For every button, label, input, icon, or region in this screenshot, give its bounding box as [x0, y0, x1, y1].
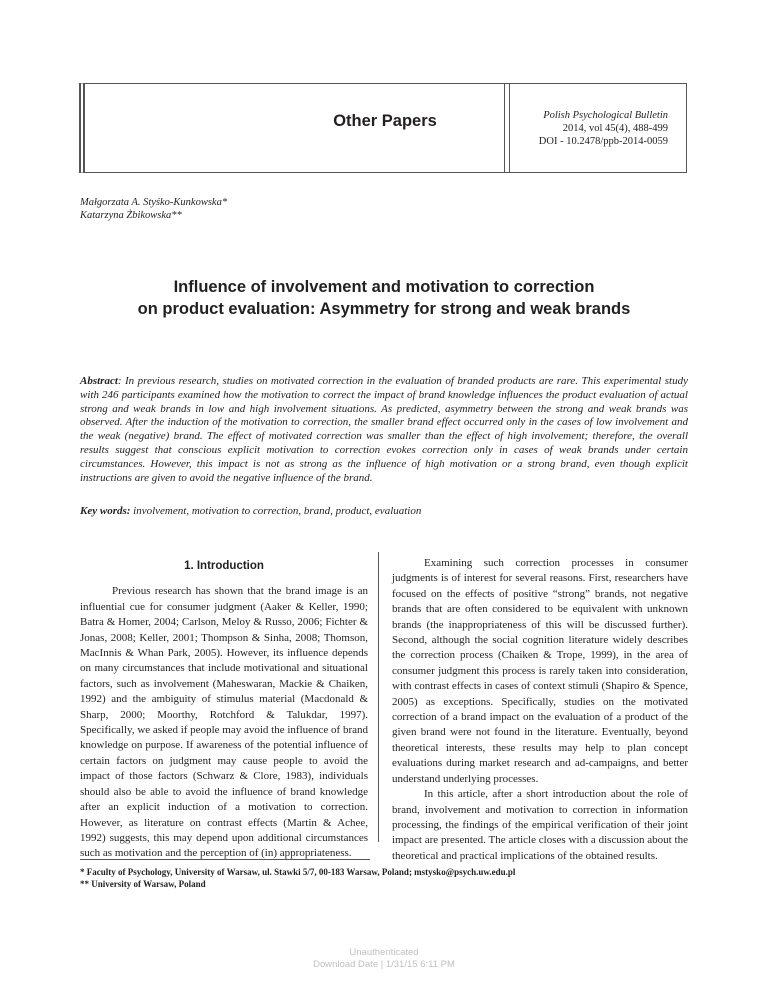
journal-volume: 2014, vol 45(4), 488-499	[562, 123, 668, 134]
author-2: Katarzyna Żbikowska**	[80, 210, 182, 221]
intro-paragraph-right-1: Examining such correction processes in consumer judgments is of interest for several reasons. First, researchers have focused on the effects of positive “strong” brands, not negative brands that are often considered to be equivalent with unknown brands (the inappropriateness of this will be discussed further). Second, although the social cognition literature widely describes the correction process (Chaiken & Trope, 1999), in the area of consumer judgment this process is rarely taken into consideration, with contrast effects in cases of context stimuli (Shapiro & Spence, 2005) as exceptions. Specifically, studies on the motivated correction of a brand impact on the evaluation of a product of the given brand were not found in the literature. Eventually, beyond theoretical interests, these results may help to plan concept evaluations during market research and ad-campaigns, and better understand underlying processes.	[392, 557, 688, 785]
journal-doi: DOI - 10.2478/ppb-2014-0059	[538, 136, 668, 147]
keywords-label: Key words:	[80, 505, 131, 517]
title-line-1: Influence of involvement and motivation to correction	[173, 278, 595, 296]
intro-paragraph-left: Previous research has shown that the brand image is an influential cue for consumer judgment (Aaker & Keller, 1990; Batra & Homer, 2004; Carlson, Meloy & Russo, 2006; Fichter & Jonas, 2008; Keller, 2001; Thompson & Sinha, 2008; Thomson, MacInnis & Whan Park, 2005). However, its influence depends on many circumstances that include motivational and situational factors, such as involvement (Maheswaran, Mackie & Chaiken, 1992) and the ambiguity of stimulus material (Macdonald & Sharp, 2000; Moorthy, Rotchford & Talukdar, 1997). Specifically, we asked if people may avoid the influence of brand knowledge on purpose. If awareness of the potential influence of certain factors on judgment may cause people to avoid the impact of those factors (Schwarz & Clore, 1983), individuals should also be able to avoid the influence of brand knowledge after an explicit induction of a motivation to correction. However, as literature on contrast effects (Martin & Achee, 1992) suggests, this may depend upon additional circumstances such as motivation and the perception of (in) appropriateness.	[80, 585, 368, 860]
journal-info	[539, 109, 668, 148]
abstract-text: : In previous research, studies on motivated correction in the evaluation of branded products are rare. This experimental study with 246 participants examined how the motivation to correct the impact of brand knowledge influences the product evaluation of actual strong and weak brands in low and high involvement situations. As predicted, asymmetry between the strong and weak brands was observed. After the induction of the motivation to correction, the smaller brand effect occurred only in the cases of low involvement and the weak (negative) brand. The effect of motivated correction was smaller than the effect of high involvement; therefore, the overall results suggest that conscious explicit motivation to correction evokes correction only in cases of weak brands under certain circumstances. However, this impact is not as strong as the influence of high motivation or a strong brand, even though explicit instructions are given to avoid the negative influence of the brand.	[80, 375, 688, 484]
watermark-line-2: Download Date | 1/31/15 6:11 PM	[313, 959, 455, 970]
abstract	[80, 375, 688, 485]
keywords-text: involvement, motivation to correction, brand, product, evaluation	[130, 505, 422, 517]
right-column	[392, 556, 688, 864]
journal-header-box	[79, 83, 687, 173]
title-line-2: on product evaluation: Asymmetry for strong and weak brands	[137, 300, 631, 318]
paper-title	[60, 276, 708, 320]
authors	[80, 196, 227, 222]
abstract-label: Abstract	[80, 375, 118, 387]
footnotes	[80, 866, 700, 890]
column-separator	[378, 552, 379, 842]
section-heading: 1. Introduction	[184, 560, 264, 572]
footnote-1: * Faculty of Psychology, University of Warsaw, ul. Stawki 5/7, 00-183 Warsaw, Poland; mstysko@psych.uw.edu.pl	[80, 867, 516, 877]
watermark-line-1: Unauthenticated	[349, 947, 419, 958]
footnote-2: ** University of Warsaw, Poland	[80, 879, 206, 889]
journal-name: Polish Psychological Bulletin	[543, 110, 668, 121]
keywords	[80, 505, 688, 518]
download-watermark	[0, 947, 768, 971]
section-name: Other Papers	[333, 112, 437, 130]
header-divider	[504, 84, 510, 172]
footnote-rule	[80, 859, 370, 860]
author-1: Małgorzata A. Styśko-Kunkowska*	[80, 197, 228, 208]
left-column	[80, 551, 368, 862]
intro-paragraph-right-2: In this article, after a short introduction about the role of brand, involvement and motivation to correction in information processing, the findings of the empirical verification of their joint impact are presented. The article closes with a discussion about the theoretical and practical implications of the obtained results.	[392, 788, 688, 862]
